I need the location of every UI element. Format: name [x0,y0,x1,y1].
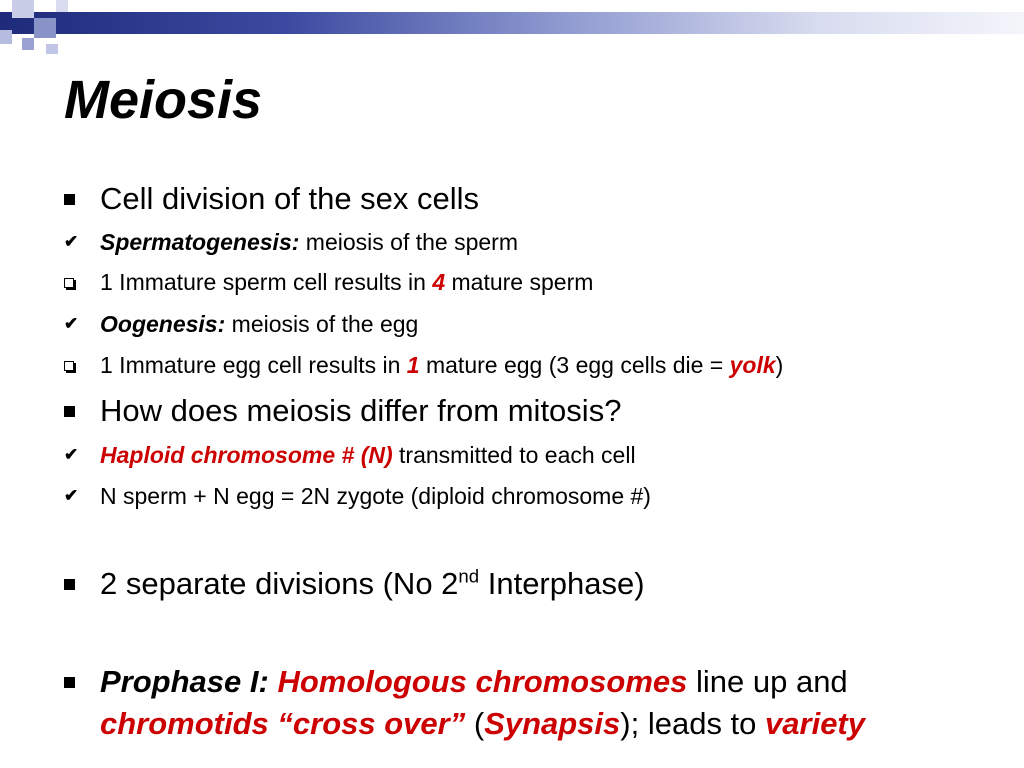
highlight-term: variety [765,706,865,741]
decor-square [12,0,34,18]
checkmark-icon: ✔ [64,232,79,251]
sub-bullet-text [100,441,636,469]
text: meiosis of the sperm [299,229,518,255]
square-bullet-icon [64,406,75,417]
text: 1 Immature egg cell results in [100,352,407,378]
sub-bullet-text [100,351,783,379]
sub-bullet-text [100,268,593,296]
hollow-square-bullet-icon [64,361,74,371]
highlight-term: Homologous chromosomes [268,664,688,699]
text: ); leads to [620,706,766,741]
square-bullet-icon [64,194,75,205]
checkmark-icon: ✔ [64,486,79,505]
highlight-yolk: yolk [729,352,776,378]
header-gradient-bar [0,12,1024,34]
hollow-square-bullet-icon [64,278,74,288]
term: Oogenesis: [100,311,226,337]
bullet-text [100,566,645,602]
bullet-text: How does meiosis differ from mitosis? [100,393,622,428]
superscript: nd [458,565,480,587]
highlight-term: chromotids “cross over” [100,706,466,741]
text: meiosis of the egg [225,311,419,337]
sub-bullet-text [100,228,518,256]
bullet-text: Cell division of the sex cells [100,181,480,216]
text: transmitted to each cell [392,442,636,468]
text: ) [775,352,784,378]
decor-square [56,0,68,12]
highlight-number: 4 [432,269,446,295]
decor-square [34,18,56,38]
term: Spermatogenesis: [100,229,300,255]
text: line up and [687,664,848,699]
sub-bullet-text [100,310,418,338]
decor-square [0,30,12,44]
slide-title: Meiosis [64,70,263,130]
bullet-text-line-2 [100,706,865,742]
square-bullet-icon [64,677,75,688]
sub-bullet-text: N sperm + N egg = 2N zygote (diploid chromosome #) [100,483,651,509]
text: ( [465,706,485,741]
checkmark-icon: ✔ [64,314,79,333]
highlight-number: 1 [406,352,420,378]
text: Interphase) [479,566,645,601]
highlight-term: Haploid chromosome # (N) [100,442,393,468]
term: Prophase I: [100,664,269,699]
text: mature egg (3 egg cells die = [419,352,730,378]
text: 1 Immature sperm cell results in [100,269,433,295]
decor-square [22,38,34,50]
text: mature sperm [445,269,594,295]
checkmark-icon: ✔ [64,445,79,464]
decor-square [46,44,58,54]
text: 2 separate divisions (No 2 [100,566,459,601]
bullet-text-line-1 [100,664,848,700]
highlight-term: Synapsis [484,706,621,741]
square-bullet-icon [64,579,75,590]
